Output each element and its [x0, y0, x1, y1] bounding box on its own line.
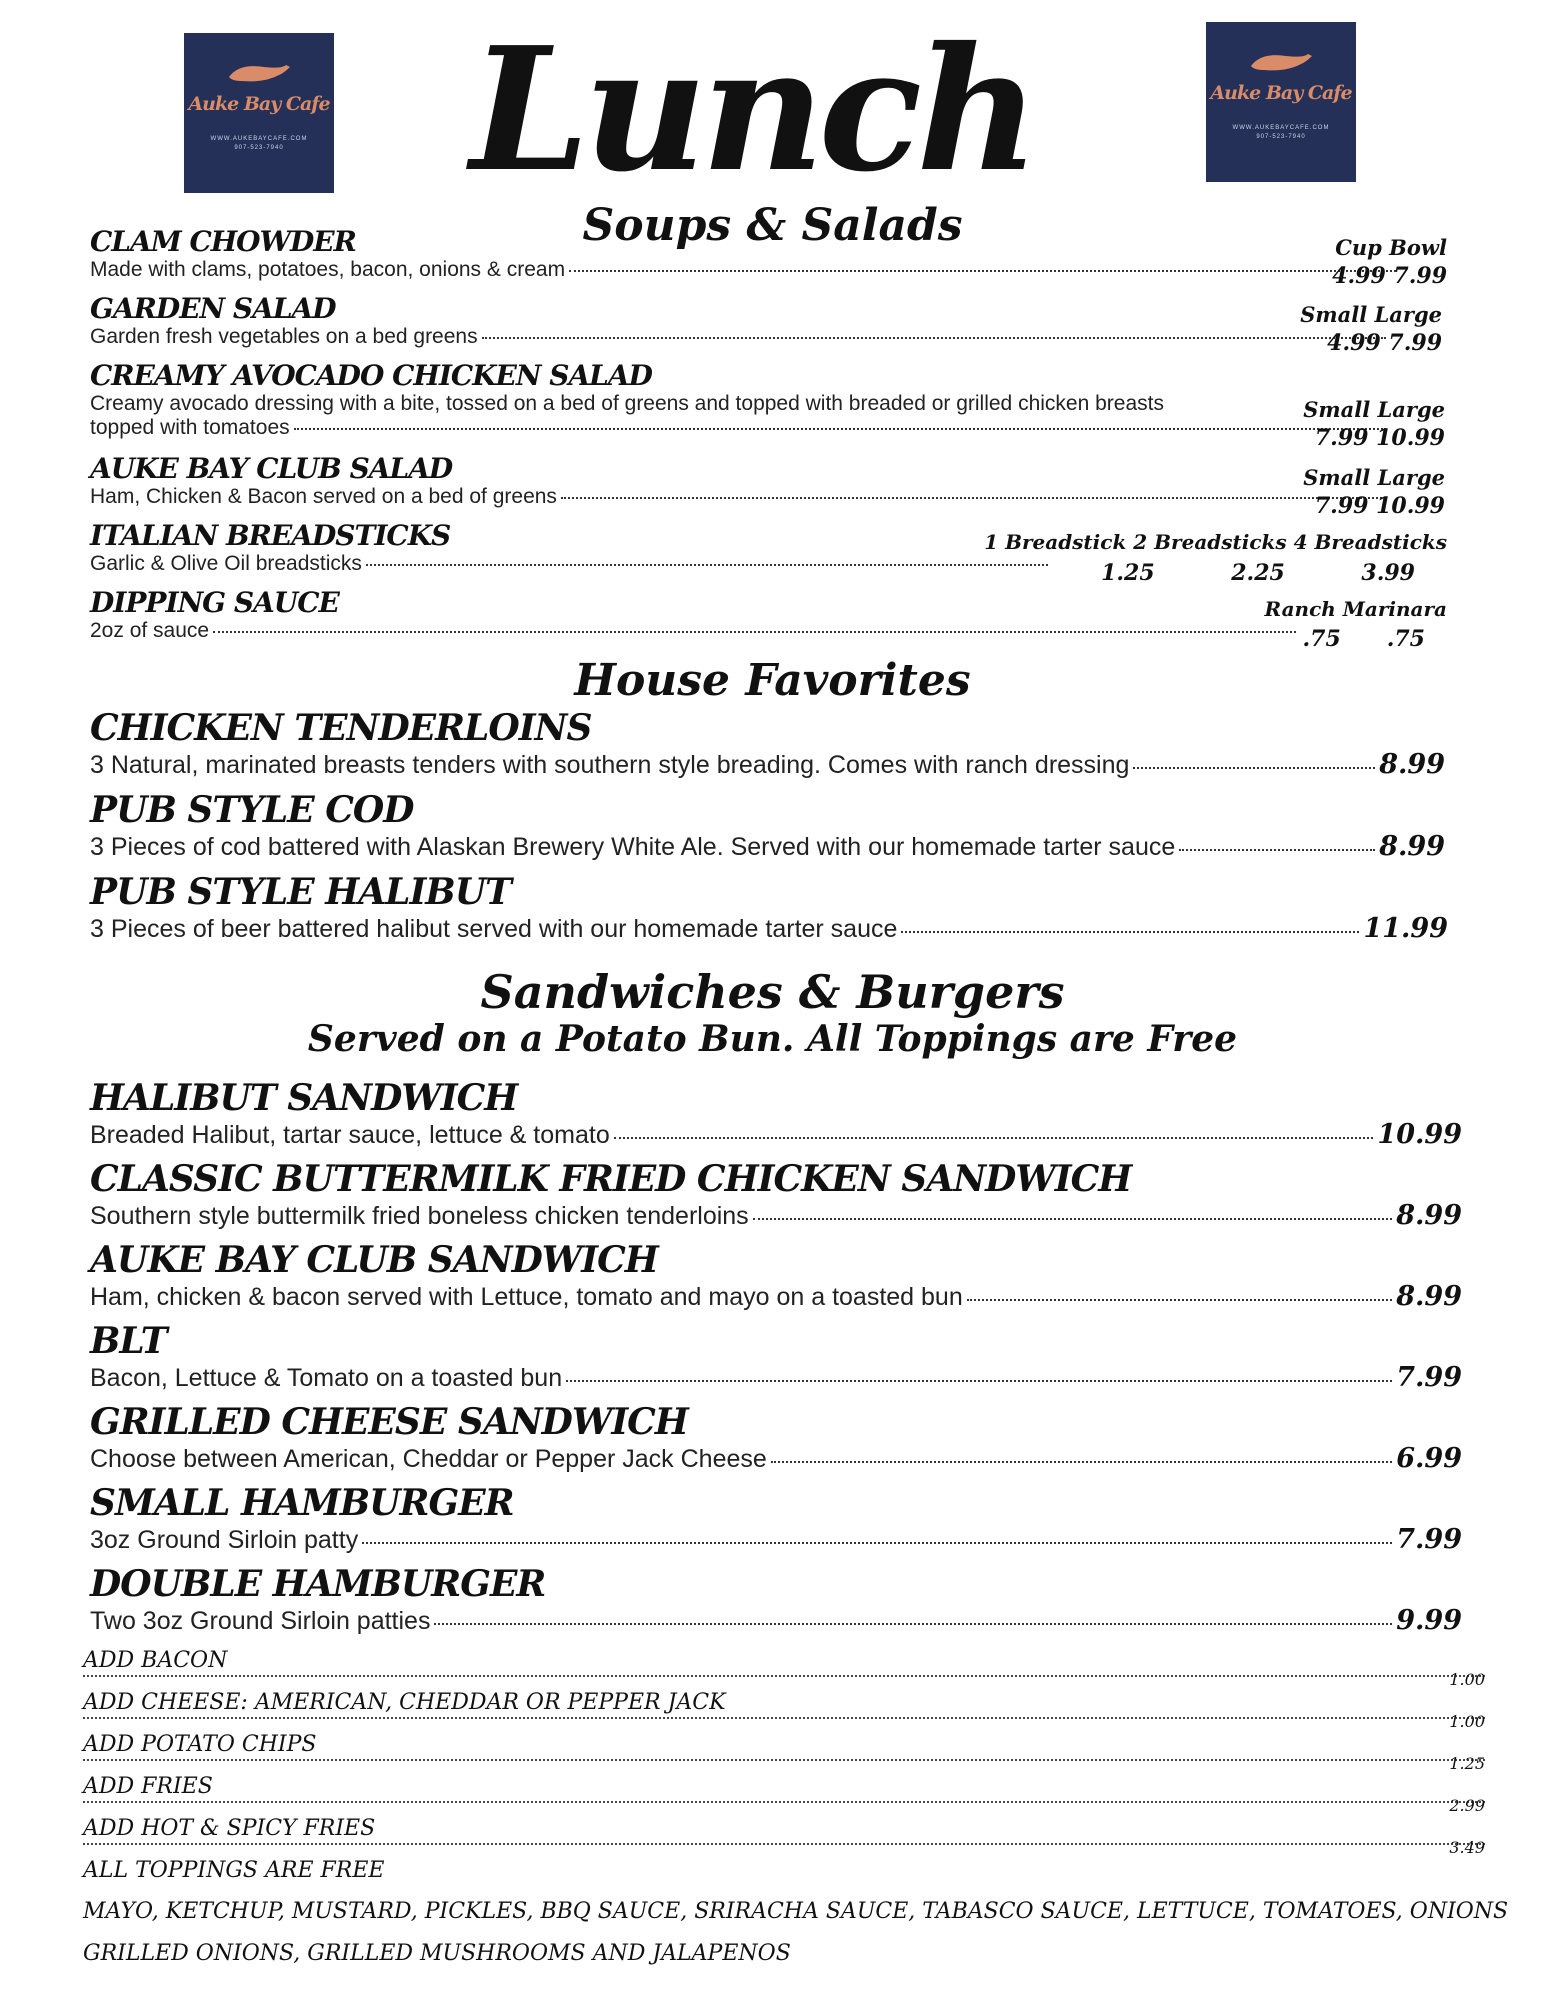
- addon-price: 1.25: [1449, 1754, 1485, 1773]
- item-desc: 3 Pieces of beer battered halibut served with our homemade tarter sauce: [90, 915, 898, 943]
- item-name: SMALL HAMBURGER: [90, 1482, 514, 1524]
- item-price: 7.99 10.99: [1314, 493, 1445, 519]
- item-name: DIPPING SAUCE: [90, 586, 339, 619]
- item-desc: Two 3oz Ground Sirloin patties: [90, 1607, 431, 1635]
- toppings-list: GRILLED ONIONS, GRILLED MUSHROOMS AND JALAPENOS: [83, 1941, 791, 1966]
- addon-name: ADD FRIES: [83, 1774, 213, 1799]
- item-price: 6.99: [1396, 1443, 1462, 1474]
- leader-dots: [771, 1461, 1392, 1463]
- item-desc: 3 Natural, marinated breasts tenders with southern style breading. Comes with ranch dressing: [90, 751, 1130, 779]
- menu-item: [90, 1563, 1462, 1636]
- item-price: 4.99 7.99: [1327, 330, 1442, 356]
- item-sizes: Cup Bowl: [1335, 235, 1447, 260]
- leader-dots: [1179, 849, 1375, 851]
- item-price: 8.99: [1396, 1200, 1462, 1231]
- item-price: 7.99 10.99: [1314, 425, 1445, 451]
- item-price: 7.99: [1396, 1362, 1462, 1393]
- menu-item: [90, 225, 1400, 282]
- item-price: 8.99: [1396, 1281, 1462, 1312]
- addon-price: 1.00: [1449, 1670, 1485, 1689]
- leader-dots: [366, 564, 1048, 566]
- logo-name: Auke Bay Cafe: [188, 93, 330, 115]
- menu-item: [90, 871, 1448, 944]
- item-name: CHICKEN TENDERLOINS: [90, 707, 592, 749]
- leader-dots: [83, 1759, 1485, 1761]
- addon-row: [83, 1816, 1485, 1857]
- item-price: 8.99: [1379, 831, 1445, 862]
- item-name: ITALIAN BREADSTICKS: [90, 519, 451, 552]
- leader-dots: [566, 1380, 1392, 1382]
- logo-right: [1206, 22, 1356, 182]
- item-name: CLAM CHOWDER: [90, 225, 356, 258]
- item-name: CREAMY AVOCADO CHICKEN SALAD: [90, 359, 652, 392]
- item-desc: 3 Pieces of cod battered with Alaskan Brewery White Ale. Served with our homemade tarter sauce: [90, 833, 1176, 861]
- logo-website: WWW.AUKEBAYCAFE.COM: [1232, 125, 1330, 131]
- menu-item: [90, 586, 1300, 643]
- item-desc: topped with tomatoes: [90, 416, 290, 439]
- item-sizes: Small Large: [1300, 302, 1442, 327]
- item-desc: Made with clams, potatoes, bacon, onions & cream: [90, 258, 566, 281]
- item-desc: Garlic & Olive Oil breadsticks: [90, 552, 362, 575]
- logo-phone: 907-523-7940: [234, 145, 284, 151]
- item-price: 11.99: [1363, 913, 1448, 944]
- item-desc: Southern style buttermilk fried boneless chicken tenderloins: [90, 1202, 749, 1230]
- logo-phone: 907-523-7940: [1256, 134, 1306, 140]
- item-name: BLT: [90, 1320, 167, 1362]
- item-desc: Bacon, Lettuce & Tomato on a toasted bun: [90, 1364, 563, 1392]
- item-name: HALIBUT SANDWICH: [90, 1077, 518, 1119]
- menu-item: [90, 1158, 1462, 1231]
- addon-name: ADD HOT & SPICY FRIES: [83, 1816, 376, 1841]
- item-price: 7.99: [1396, 1524, 1462, 1555]
- leader-dots: [482, 337, 1386, 339]
- menu-item: [90, 1401, 1462, 1474]
- item-sizes: Ranch Marinara: [1264, 597, 1447, 621]
- leader-dots: [1133, 767, 1375, 769]
- addon-row: [83, 1648, 1485, 1689]
- addon-row: [83, 1690, 1485, 1731]
- leader-dots: [362, 1542, 1392, 1544]
- logo-website: WWW.AUKEBAYCAFE.COM: [210, 136, 308, 142]
- item-name: CLASSIC BUTTERMILK FRIED CHICKEN SANDWICH: [90, 1158, 1132, 1200]
- addon-row: [83, 1774, 1485, 1815]
- leader-dots: [434, 1623, 1392, 1625]
- leader-dots: [967, 1299, 1393, 1301]
- menu-item: [90, 452, 1390, 509]
- item-price: 1.25 2.25 3.99: [1101, 560, 1415, 586]
- addon-price: 1.00: [1449, 1712, 1485, 1731]
- leader-dots: [901, 931, 1359, 933]
- section-subtitle-sandwiches: Served on a Potato Bun. All Toppings are Free: [307, 1018, 1238, 1060]
- item-price: .75 .75: [1302, 626, 1425, 652]
- item-name: GARDEN SALAD: [90, 292, 336, 325]
- page-title: Lunch: [470, 10, 1034, 210]
- item-name: AUKE BAY CLUB SANDWICH: [90, 1239, 658, 1281]
- menu-item: [90, 1320, 1462, 1393]
- item-desc: Breaded Halibut, tartar sauce, lettuce & tomato: [90, 1121, 610, 1149]
- menu-item: [90, 707, 1445, 780]
- addon-name: ADD CHEESE: AMERICAN, CHEDDAR OR PEPPER JACK: [83, 1690, 726, 1715]
- section-title-sandwiches: Sandwiches & Burgers: [480, 965, 1065, 1019]
- item-name: DOUBLE HAMBURGER: [90, 1563, 546, 1605]
- leader-dots: [83, 1675, 1485, 1677]
- menu-item: [90, 1482, 1462, 1555]
- addon-price: 2.99: [1449, 1796, 1485, 1815]
- leader-dots: [561, 497, 1386, 499]
- item-sizes: Small Large: [1303, 397, 1445, 422]
- addon-price: 3.49: [1449, 1838, 1485, 1857]
- menu-item: [90, 292, 1390, 349]
- leader-dots: [213, 631, 1296, 633]
- leader-dots: [83, 1801, 1485, 1803]
- section-title-soups: Soups & Salads: [582, 200, 963, 251]
- item-desc: Choose between American, Cheddar or Pepper Jack Cheese: [90, 1445, 767, 1473]
- item-sizes: Small Large: [1303, 465, 1445, 490]
- item-desc: Garden fresh vegetables on a bed greens: [90, 325, 478, 348]
- item-price: 9.99: [1396, 1605, 1462, 1636]
- item-desc: Ham, chicken & bacon served with Lettuce, tomato and mayo on a toasted bun: [90, 1283, 963, 1311]
- item-desc: Ham, Chicken & Bacon served on a bed of greens: [90, 485, 557, 508]
- leader-dots: [753, 1218, 1393, 1220]
- menu-item: [90, 359, 1390, 440]
- item-desc: 2oz of sauce: [90, 619, 210, 642]
- seal-icon: [224, 59, 294, 85]
- menu-item: [90, 789, 1445, 862]
- menu-item: [90, 1077, 1462, 1150]
- item-name: GRILLED CHEESE SANDWICH: [90, 1401, 688, 1443]
- leader-dots: [569, 270, 1396, 272]
- toppings-header: ALL TOPPINGS ARE FREE: [83, 1858, 385, 1883]
- toppings-list: MAYO, KETCHUP, MUSTARD, PICKLES, BBQ SAUCE, SRIRACHA SAUCE, TABASCO SAUCE, LETTUCE, TOMATOES, ONIONS: [83, 1899, 1509, 1924]
- logo-left: [184, 33, 334, 193]
- item-name: PUB STYLE HALIBUT: [90, 871, 511, 913]
- seal-icon: [1246, 48, 1316, 74]
- menu-item: [90, 1239, 1462, 1312]
- item-desc: 3oz Ground Sirloin patty: [90, 1526, 359, 1554]
- section-title-favorites: House Favorites: [574, 655, 971, 706]
- item-price: 10.99: [1377, 1119, 1462, 1150]
- leader-dots: [294, 428, 1386, 430]
- item-desc: Creamy avocado dressing with a bite, tossed on a bed of greens and topped with breaded or grilled chicken breasts: [90, 392, 1164, 415]
- leader-dots: [83, 1843, 1485, 1845]
- item-name: PUB STYLE COD: [90, 789, 414, 831]
- item-price: 8.99: [1379, 749, 1445, 780]
- leader-dots: [614, 1137, 1374, 1139]
- item-sizes: 1 Breadstick 2 Breadsticks 4 Breadsticks: [984, 530, 1447, 554]
- logo-name: Auke Bay Cafe: [1210, 82, 1352, 104]
- addon-row: [83, 1732, 1485, 1773]
- item-name: AUKE BAY CLUB SALAD: [90, 452, 453, 485]
- addon-name: ADD POTATO CHIPS: [83, 1732, 317, 1757]
- leader-dots: [83, 1717, 1485, 1719]
- addon-name: ADD BACON: [83, 1648, 228, 1673]
- menu-item: [90, 519, 1052, 576]
- item-price: 4.99 7.99: [1332, 263, 1447, 289]
